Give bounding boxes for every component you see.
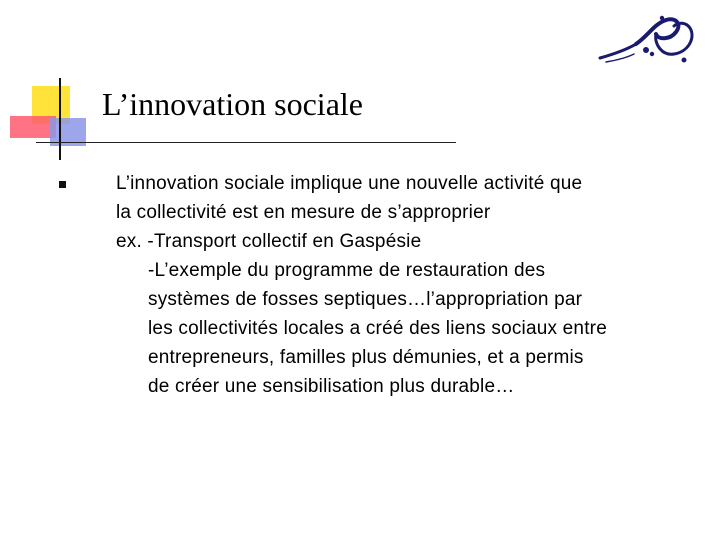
- decorative-swirl-logo-icon: [596, 10, 700, 66]
- example-line: entrepreneurs, familles plus démunies, et a permis: [148, 347, 584, 368]
- example-line: les collectivités locales a créé des liens sociaux entre: [148, 318, 607, 339]
- bullet-line-2: la collectivité est en mesure de s’approprier: [116, 202, 491, 223]
- title-underline: [36, 142, 456, 143]
- bullet-line-1: L’innovation sociale implique une nouvelle activité que: [116, 173, 583, 194]
- bullet-line-3: ex. -Transport collectif en Gaspésie: [116, 231, 422, 252]
- example-line: systèmes de fosses septiques…l’appropriation par: [148, 289, 583, 310]
- example-line: -L’exemple du programme de restauration des: [148, 260, 546, 281]
- decorative-vertical-line: [59, 78, 61, 160]
- example-line: de créer une sensibilisation plus durable…: [148, 376, 515, 397]
- example-paragraph: [116, 256, 706, 401]
- bullet-text: [116, 169, 706, 401]
- slide-title: L’innovation sociale: [102, 86, 363, 122]
- square-bullet-icon: [59, 181, 66, 188]
